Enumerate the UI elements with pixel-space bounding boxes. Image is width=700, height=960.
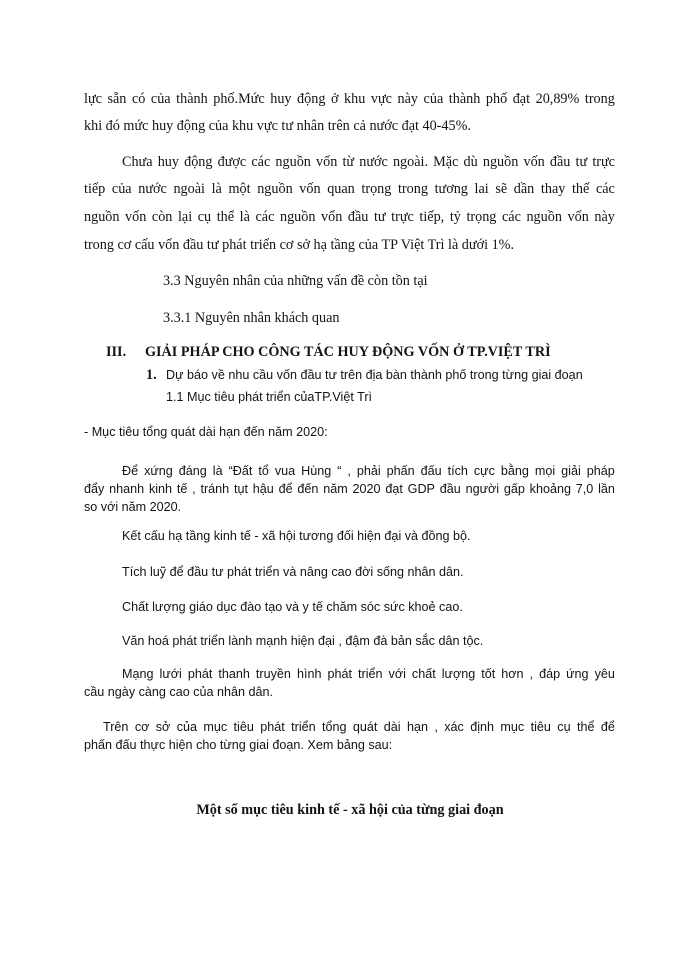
paragraph-line: Trên cơ sở của mục tiêu phát triển tổng quát dài hạn , xác định mục tiêu cụ thể để bbox=[103, 720, 615, 734]
paragraph-line: Mạng lưới phát thanh truyền hình phát triển với chất lượng tốt hơn , đáp ứng yêu bbox=[122, 667, 615, 681]
goal-item: Kết cấu hạ tầng kinh tế - xã hội tương đối hiện đại và đồng bộ. bbox=[122, 529, 471, 543]
section-title: GIẢI PHÁP CHO CÔNG TÁC HUY ĐỘNG VỐN Ở TP.VIỆT TRÌ bbox=[145, 344, 551, 360]
paragraph-line: tiếp của nước ngoài là một nguồn vốn quan trọng trong tương lai sẽ dần thay thế các bbox=[84, 181, 615, 197]
paragraph-line: trong cơ cấu vốn đầu tư phát triển cơ sở hạ tầng của TP Việt Trì là dưới 1%. bbox=[84, 237, 515, 253]
table-title: Một số mục tiêu kinh tế - xã hội của từng giai đoạn bbox=[196, 802, 504, 818]
paragraph-line: lực sẵn có của thành phố.Mức huy động ở khu vực này của thành phố đạt 20,89% trong bbox=[84, 91, 615, 107]
paragraph-line: so với năm 2020. bbox=[84, 500, 182, 514]
list-item-number: 1. bbox=[146, 367, 157, 383]
paragraph-line: nguồn vốn còn lại cụ thể là các nguồn vốn đầu tư trực tiếp, tỷ trọng các nguồn vốn này bbox=[84, 209, 615, 225]
paragraph-line: đẩy nhanh kinh tế , tránh tụt hậu để đến năm 2020 đạt GDP đầu người gấp khoảng 7,0 lần bbox=[84, 482, 615, 496]
list-item-heading: Dự báo về nhu cầu vốn đầu tư trên địa bàn thành phố trong từng giai đoạn bbox=[166, 368, 583, 382]
goal-intro: - Mục tiêu tổng quát dài hạn đến năm 2020: bbox=[84, 425, 328, 439]
paragraph-line: Để xứng đáng là “Đất tổ vua Hùng “ , phải phấn đấu tích cực bằng mọi giải pháp bbox=[122, 464, 615, 478]
subsection-heading-3-3: 3.3 Nguyên nhân của những vấn đề còn tồn tại bbox=[163, 273, 428, 289]
paragraph-line: Chưa huy động được các nguồn vốn từ nước ngoài. Mặc dù nguồn vốn đầu tư trực bbox=[122, 154, 615, 170]
goal-item: Tích luỹ để đầu tư phát triển và nâng cao đời sống nhân dân. bbox=[122, 565, 464, 579]
subsection-heading-3-3-1: 3.3.1 Nguyên nhân khách quan bbox=[163, 310, 340, 326]
goal-item: Chất lượng giáo dục đào tạo và y tế chăm sóc sức khoẻ cao. bbox=[122, 600, 463, 614]
paragraph-line: phấn đấu thực hiện cho từng giai đoạn. Xem bảng sau: bbox=[84, 738, 393, 752]
paragraph-line: khi đó mức huy động của khu vực tư nhân trên cả nước đạt 40-45%. bbox=[84, 118, 471, 134]
subsection-heading-1-1: 1.1 Mục tiêu phát triển củaTP.Việt Trì bbox=[166, 390, 373, 404]
goal-item: Văn hoá phát triển lành mạnh hiện đại , đậm đà bản sắc dân tộc. bbox=[122, 634, 484, 648]
section-number: III. bbox=[106, 344, 127, 360]
paragraph-line: cầu ngày càng cao của nhân dân. bbox=[84, 685, 274, 699]
